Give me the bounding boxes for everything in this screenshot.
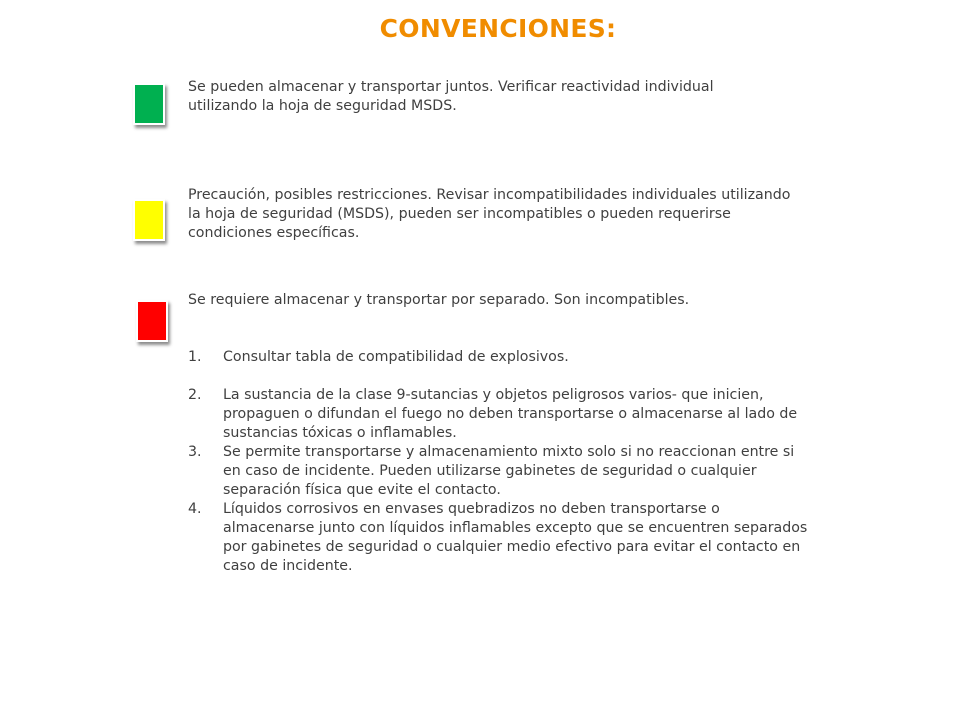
green-legend-text xyxy=(188,78,828,116)
note-line: La sustancia de la clase 9-sutancias y objetos peligrosos varios- que inicien, xyxy=(223,387,764,403)
green-swatch-icon xyxy=(133,83,165,125)
note-line: caso de incidente. xyxy=(223,558,353,574)
note-line: Líquidos corrosivos en envases quebradizos no deben transportarse o xyxy=(223,501,720,517)
note-line: propaguen o difundan el fuego no deben transportarse o almacenarse al lado de xyxy=(223,406,798,422)
legend-line: utilizando la hoja de seguridad MSDS. xyxy=(188,98,457,114)
note-item xyxy=(188,443,908,500)
legend-line: Se pueden almacenar y transportar juntos. Verificar reactividad individual xyxy=(188,79,714,95)
yellow-legend-text xyxy=(188,186,888,243)
note-line: en caso de incidente. Pueden utilizarse gabinetes de seguridad o cualquier xyxy=(223,463,757,479)
yellow-swatch-icon xyxy=(133,199,165,241)
notes-list xyxy=(188,348,908,576)
note-item xyxy=(188,348,908,367)
legend-line: Precaución, posibles restricciones. Revisar incompatibilidades individuales utilizando xyxy=(188,187,791,203)
legend-line: Se requiere almacenar y transportar por separado. Son incompatibles. xyxy=(188,292,690,308)
note-line: Se permite transportarse y almacenamiento mixto solo si no reaccionan entre si xyxy=(223,444,795,460)
page-title: CONVENCIONES: xyxy=(379,14,617,43)
note-number: 2. xyxy=(188,387,202,403)
red-legend-text xyxy=(188,291,888,310)
red-swatch-icon xyxy=(136,300,168,342)
note-number: 4. xyxy=(188,501,202,517)
note-number: 1. xyxy=(188,349,202,365)
note-item xyxy=(188,386,908,443)
legend-line: la hoja de seguridad (MSDS), pueden ser incompatibles o pueden requerirse xyxy=(188,206,731,222)
note-line: sustancias tóxicas o inflamables. xyxy=(223,425,457,441)
legend-line: condiciones específicas. xyxy=(188,225,360,241)
note-item xyxy=(188,500,908,576)
note-line: almacenarse junto con líquidos inflamables excepto que se encuentren separados xyxy=(223,520,808,536)
note-number: 3. xyxy=(188,444,202,460)
note-line: separación física que evite el contacto. xyxy=(223,482,501,498)
note-line: Consultar tabla de compatibilidad de explosivos. xyxy=(223,349,569,365)
note-line: por gabinetes de seguridad o cualquier medio efectivo para evitar el contacto en xyxy=(223,539,801,555)
